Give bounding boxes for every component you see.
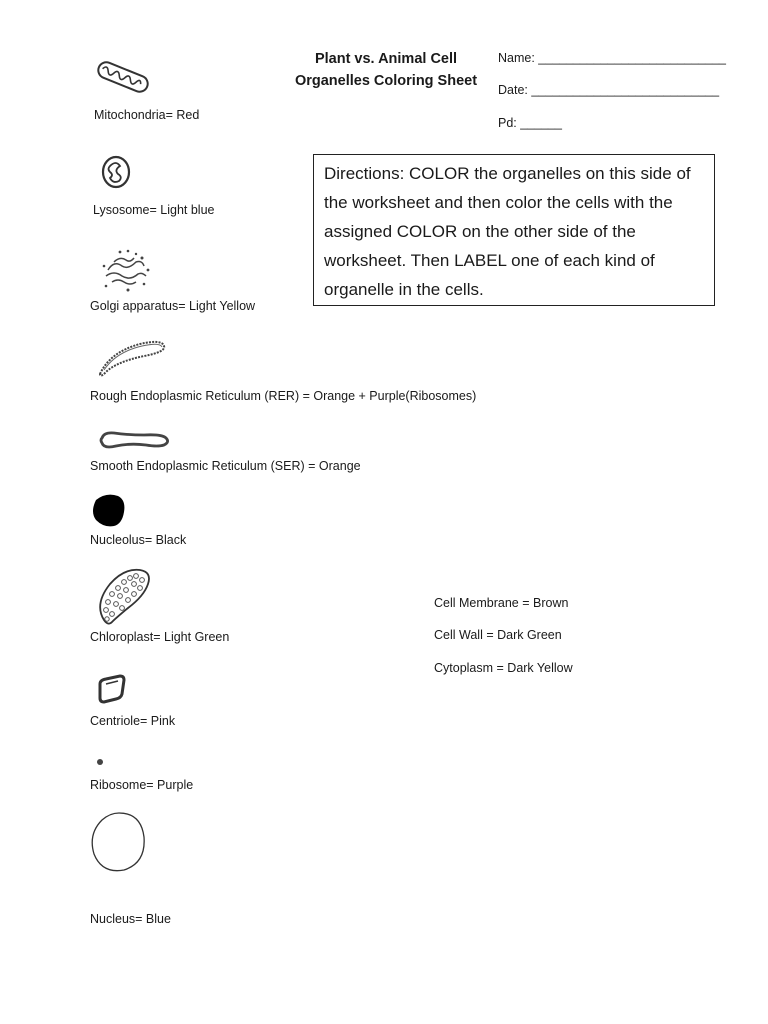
date-field: Date: ___________________________	[498, 83, 720, 97]
title-line-1: Plant vs. Animal Cell	[314, 51, 458, 67]
smooth-er-icon	[96, 428, 172, 452]
organelle-label-lysosome: Lysosome= Light blue	[93, 203, 215, 217]
cell-part-label-membrane: Cell Membrane = Brown	[434, 596, 569, 610]
title-line-2: Organelles Coloring Sheet	[294, 73, 478, 89]
organelle-label-ribosome: Ribosome= Purple	[90, 778, 194, 792]
cell-part-label-cytoplasm: Cytoplasm = Dark Yellow	[434, 661, 573, 675]
name-field: Name: ___________________________	[498, 51, 726, 65]
organelle-label-golgi: Golgi apparatus= Light Yellow	[90, 299, 256, 313]
golgi-icon	[98, 248, 152, 294]
nucleus-icon	[90, 810, 148, 874]
chloroplast-icon	[96, 566, 154, 628]
pd-field: Pd: ______	[498, 116, 562, 130]
organelle-label-chloroplast: Chloroplast= Light Green	[90, 630, 230, 644]
organelle-label-nucleolus: Nucleolus= Black	[90, 533, 187, 547]
mitochondria-icon	[94, 56, 152, 98]
centriole-icon	[96, 674, 128, 704]
lysosome-icon	[101, 154, 133, 190]
cell-part-label-wall: Cell Wall = Dark Green	[434, 628, 562, 642]
ribosome-icon	[96, 758, 104, 766]
organelle-label-rough-er: Rough Endoplasmic Reticulum (RER) = Orange + Purple(Ribosomes)	[90, 389, 477, 403]
nucleolus-icon	[90, 492, 128, 530]
worksheet-title	[280, 48, 492, 92]
organelle-label-nucleus: Nucleus= Blue	[90, 912, 171, 926]
rough-er-icon	[96, 336, 168, 380]
organelle-label-mitochondria: Mitochondria= Red	[94, 108, 200, 122]
directions-box: Directions: COLOR the organelles on this side of the worksheet and then color the cells with the assigned COLOR on the other side of the worksheet. Then LABEL one of each kind of organelle in the cells.	[313, 154, 715, 306]
organelle-label-smooth-er: Smooth Endoplasmic Reticulum (SER) = Orange	[90, 459, 361, 473]
organelle-label-centriole: Centriole= Pink	[90, 714, 176, 728]
